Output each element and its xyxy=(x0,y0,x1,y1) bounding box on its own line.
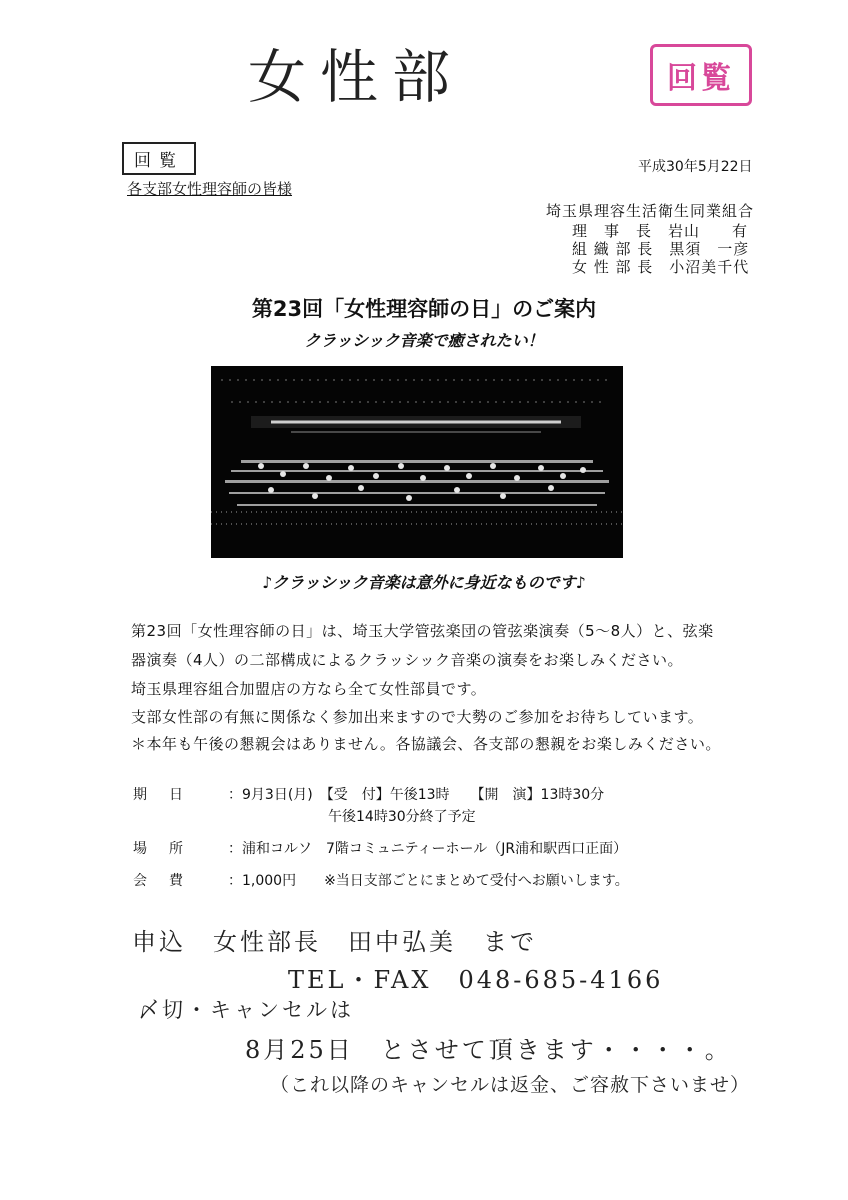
body-line-2: 器演奏（4人）の二部構成によるクラッシック音楽の演奏をお楽しみください。 xyxy=(131,651,683,669)
detail-date-value: ：9月3日(月) 【受 付】午後13時 【開 演】13時30分 xyxy=(228,787,605,803)
handwritten-title: 女性部 xyxy=(248,43,465,111)
detail-place-label: 場所 xyxy=(133,841,205,857)
sender-chairman: 理 事 長 岩山 有 xyxy=(572,222,749,240)
body-line-3: 埼玉県理容組合加盟店の方なら全て女性部員です。 xyxy=(131,680,487,698)
body-line-4: 支部女性部の有無に関係なく参加出来ますので大勢のご参加をお待ちしています。 xyxy=(131,708,704,726)
detail-fee xyxy=(133,870,629,890)
detail-fee-value: ：1,000円 ※当日支部ごとにまとめて受付へお願いします。 xyxy=(228,873,629,889)
detail-place xyxy=(133,838,627,858)
handwritten-application: 申込 女性部長 田中弘美 まで xyxy=(132,928,537,956)
announcement-title: 第23回「女性理容師の日」のご案内 xyxy=(251,297,597,321)
sender-womens-head: 女 性 部 長 小沼美千代 xyxy=(572,258,750,276)
detail-date-label: 期日 xyxy=(133,787,205,803)
photo-caption: ♪クラッシック音楽は意外に身近なものです♪ xyxy=(262,573,586,592)
sender-organization: 埼玉県理容生活衛生同業組合 xyxy=(546,202,755,220)
handwritten-phone: TEL・FAX 048-685-4166 xyxy=(288,966,664,994)
circulation-stamp-red: 回覧 xyxy=(650,44,752,106)
handwritten-deadline-label: 〆切・キャンセルは xyxy=(138,998,354,1022)
detail-fee-label: 会費 xyxy=(133,873,205,889)
orchestra-illustration xyxy=(211,366,623,558)
orchestra-photo xyxy=(211,366,623,558)
detail-place-value: ：浦和コルソ 7階コミュニティーホール（JR浦和駅西口正面） xyxy=(228,841,628,857)
detail-end-time: 午後14時30分終了予定 xyxy=(328,809,476,825)
issue-date: 平成30年5月22日 xyxy=(638,159,753,175)
circulation-stamp: 回覧 xyxy=(122,142,196,175)
handwritten-cancel-note: （これ以降のキャンセルは返金、ご容赦下さいませ） xyxy=(270,1074,751,1096)
handwritten-deadline: 8月25日 とさせて頂きます・・・・。 xyxy=(245,1036,732,1064)
announcement-subtitle: クラッシック音楽で癒されたい！ xyxy=(304,331,544,350)
sender-organization-head: 組 織 部 長 黒須 一彦 xyxy=(572,240,750,258)
detail-date xyxy=(133,784,604,804)
addressee: 各支部女性理容師の皆様 xyxy=(127,180,293,198)
body-line-5: ＊本年も午後の懇親会はありません。各協議会、各支部の懇親をお楽しみください。 xyxy=(131,735,721,753)
body-line-1: 第23回「女性理容師の日」は、埼玉大学管弦楽団の管弦楽演奏（5～8人）と、弦楽 xyxy=(131,622,714,640)
